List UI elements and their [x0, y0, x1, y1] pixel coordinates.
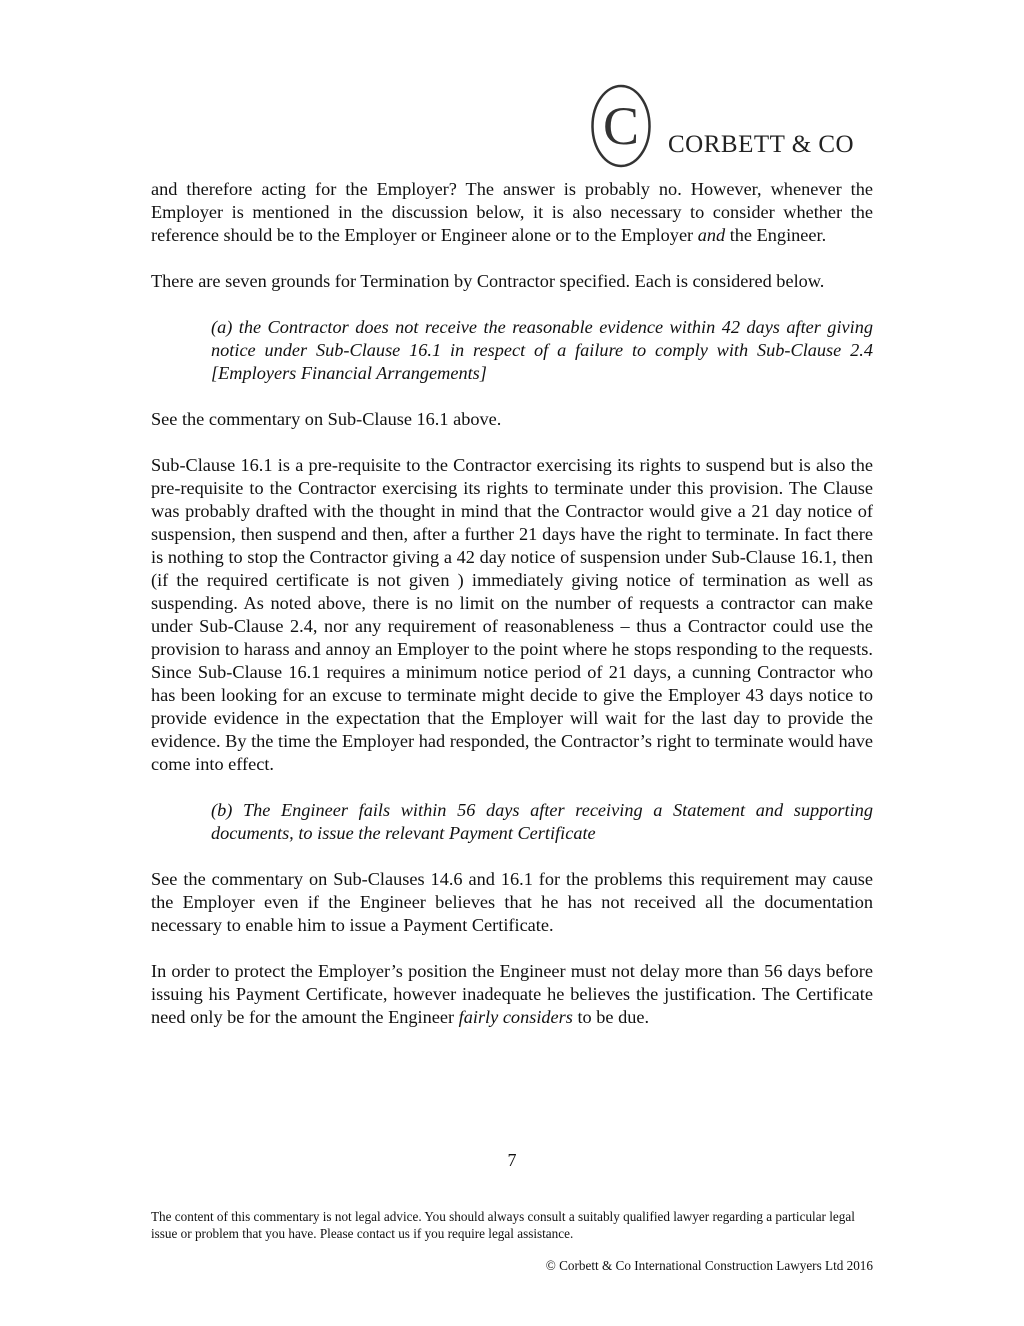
paragraph-employer-reference: and therefore acting for the Employer? The answer is probably no. However, whenever the Employer is mentioned in the discussion below, it is also necessary to consider whether the reference should be to the Employer or Engineer alone or to the Employer and the Engineer.: [151, 179, 873, 245]
quote-ground-b: (b) The Engineer fails within 56 days after receiving a Statement and supporting documents, to issue the relevant Payment Certificate: [211, 800, 873, 843]
paragraph-see-commentary-16-1: See the commentary on Sub-Clause 16.1 above.: [151, 409, 502, 429]
logo-wordmark: CORBETT & CO: [668, 131, 855, 158]
quote-ground-a: (a) the Contractor does not receive the reasonable evidence within 42 days after giving notice under Sub-Clause 16.1 in respect of a failure to comply with Sub-Clause 2.4 [Employers Financial Arrangements]: [211, 317, 873, 383]
corbett-logo: [590, 84, 880, 176]
legal-disclaimer: The content of this commentary is not legal advice. You should always consult a suitably qualified lawyer regarding a particular legal issue or problem that you have. Please contact us if you require legal assistance.: [151, 1209, 855, 1241]
corbett-c-emblem-icon: [590, 84, 652, 168]
page-number: 7: [507, 1150, 517, 1170]
svg-text:C: C: [602, 96, 640, 156]
paragraph-seven-grounds: There are seven grounds for Termination by Contractor specified. Each is considered below.: [151, 271, 825, 291]
paragraph-protect-employer: In order to protect the Employer’s position the Engineer must not delay more than 56 days before issuing his Payment Certificate, however inadequate he believes the justification. The Certificate need only be for the amount the Engineer fairly considers to be due.: [151, 961, 873, 1027]
copyright-notice: © Corbett & Co International Construction Lawyers Ltd 2016: [545, 1258, 873, 1273]
body-text: [151, 178, 873, 1029]
paragraph-see-commentary-14-6: See the commentary on Sub-Clauses 14.6 and 16.1 for the problems this requirement may cause the Employer even if the Engineer believes that he has not received all the documentation necessary to enable him to issue a Payment Certificate.: [151, 869, 873, 935]
paragraph-prerequisite-analysis: Sub-Clause 16.1 is a pre-requisite to the Contractor exercising its rights to suspend but is also the pre-requisite to the Contractor exercising its rights to terminate under this provision. The Clause was probably drafted with the thought in mind that the Contractor would give a 21 day notice of suspension, then suspend and then, after a further 21 days have the right to terminate. In fact there is nothing to stop the Contractor giving a 42 day notice of suspension under Sub-Clause 16.1, then (if the required certificate is not given ) immediately giving notice of termination as well as suspending. As noted above, there is no limit on the number of requests a contractor can make under Sub-Clause 2.4, nor any requirement of reasonableness – thus a Contractor could use the provision to harass and annoy an Employer to the point where he stops responding to the requests. Since Sub-Clause 16.1 requires a minimum notice period of 21 days, a cunning Contractor who has been looking for an excuse to terminate might decide to give the Employer 43 days notice to provide evidence in the expectation that the Employer will wait for the last day to provide the evidence. By the time the Employer had responded, the Contractor’s right to terminate would have come into effect.: [151, 455, 873, 774]
